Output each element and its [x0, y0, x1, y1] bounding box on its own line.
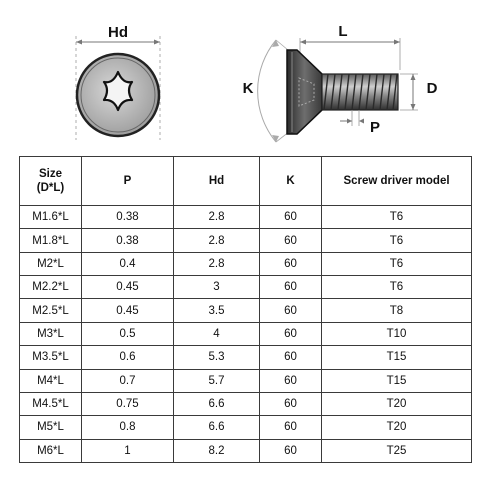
cell-head-diameter: 2.8	[174, 252, 260, 275]
table-row	[20, 206, 472, 229]
cell-pitch: 0.38	[82, 229, 174, 252]
cell-pitch: 1	[82, 439, 174, 462]
header-driver: Screw driver model	[322, 157, 472, 206]
header-head-diameter: Hd	[174, 157, 260, 206]
table-row	[20, 416, 472, 439]
cell-angle: 60	[260, 229, 322, 252]
cell-driver: T15	[322, 369, 472, 392]
cell-size: M2.2*L	[20, 276, 82, 299]
cell-angle: 60	[260, 369, 322, 392]
screw-head-top-view	[77, 54, 159, 136]
table-row	[20, 392, 472, 415]
cell-head-diameter: 2.8	[174, 206, 260, 229]
cell-angle: 60	[260, 322, 322, 345]
cell-driver: T6	[322, 206, 472, 229]
cell-head-diameter: 5.3	[174, 346, 260, 369]
screw-side-view	[243, 23, 438, 142]
table-row	[20, 322, 472, 345]
cell-size: M2*L	[20, 252, 82, 275]
cell-size: M2.5*L	[20, 299, 82, 322]
cell-driver: T25	[322, 439, 472, 462]
cell-angle: 60	[260, 206, 322, 229]
header-size	[20, 157, 82, 206]
table-row	[20, 252, 472, 275]
cell-size: M1.8*L	[20, 229, 82, 252]
cell-driver: T20	[322, 392, 472, 415]
cell-head-diameter: 5.7	[174, 369, 260, 392]
cell-pitch: 0.8	[82, 416, 174, 439]
cell-driver: T6	[322, 276, 472, 299]
header-size-line2: (D*L)	[36, 182, 65, 194]
cell-pitch: 0.38	[82, 206, 174, 229]
cell-size: M3*L	[20, 322, 82, 345]
cell-pitch: 0.45	[82, 276, 174, 299]
table-row	[20, 229, 472, 252]
cell-head-diameter: 6.6	[174, 392, 260, 415]
table-header-row	[20, 157, 472, 206]
cell-angle: 60	[260, 416, 322, 439]
table-row	[20, 276, 472, 299]
cell-head-diameter: 3	[174, 276, 260, 299]
cell-angle: 60	[260, 252, 322, 275]
cell-pitch: 0.6	[82, 346, 174, 369]
cell-driver: T20	[322, 416, 472, 439]
cell-pitch: 0.7	[82, 369, 174, 392]
screw-spec-table	[19, 156, 472, 463]
screw-technical-drawing	[0, 0, 480, 152]
length-label: L	[338, 23, 348, 40]
cell-pitch: 0.75	[82, 392, 174, 415]
cell-size: M5*L	[20, 416, 82, 439]
header-pitch: P	[82, 157, 174, 206]
cell-pitch: 0.5	[82, 322, 174, 345]
angle-label: K	[242, 80, 254, 97]
table-row	[20, 346, 472, 369]
cell-driver: T10	[322, 322, 472, 345]
cell-angle: 60	[260, 276, 322, 299]
cell-size: M3.5*L	[20, 346, 82, 369]
cell-angle: 60	[260, 392, 322, 415]
header-angle: K	[260, 157, 322, 206]
cell-driver: T6	[322, 252, 472, 275]
cell-head-diameter: 2.8	[174, 229, 260, 252]
cell-pitch: 0.45	[82, 299, 174, 322]
cell-driver: T6	[322, 229, 472, 252]
cell-head-diameter: 4	[174, 322, 260, 345]
cell-pitch: 0.4	[82, 252, 174, 275]
diameter-label: D	[426, 80, 438, 97]
head-diameter-label: Hd	[108, 24, 128, 41]
header-size-line1: Size	[38, 168, 62, 180]
cell-angle: 60	[260, 439, 322, 462]
cell-head-diameter: 8.2	[174, 439, 260, 462]
screw-diagram-svg	[0, 0, 480, 152]
cell-head-diameter: 6.6	[174, 416, 260, 439]
cell-driver: T8	[322, 299, 472, 322]
cell-driver: T15	[322, 346, 472, 369]
cell-angle: 60	[260, 346, 322, 369]
pitch-label: P	[369, 119, 381, 136]
cell-size: M4*L	[20, 369, 82, 392]
cell-size: M6*L	[20, 439, 82, 462]
table-row	[20, 299, 472, 322]
cell-angle: 60	[260, 299, 322, 322]
cell-head-diameter: 3.5	[174, 299, 260, 322]
table-row	[20, 439, 472, 462]
cell-size: M4.5*L	[20, 392, 82, 415]
table-row	[20, 369, 472, 392]
cell-size: M1.6*L	[20, 206, 82, 229]
